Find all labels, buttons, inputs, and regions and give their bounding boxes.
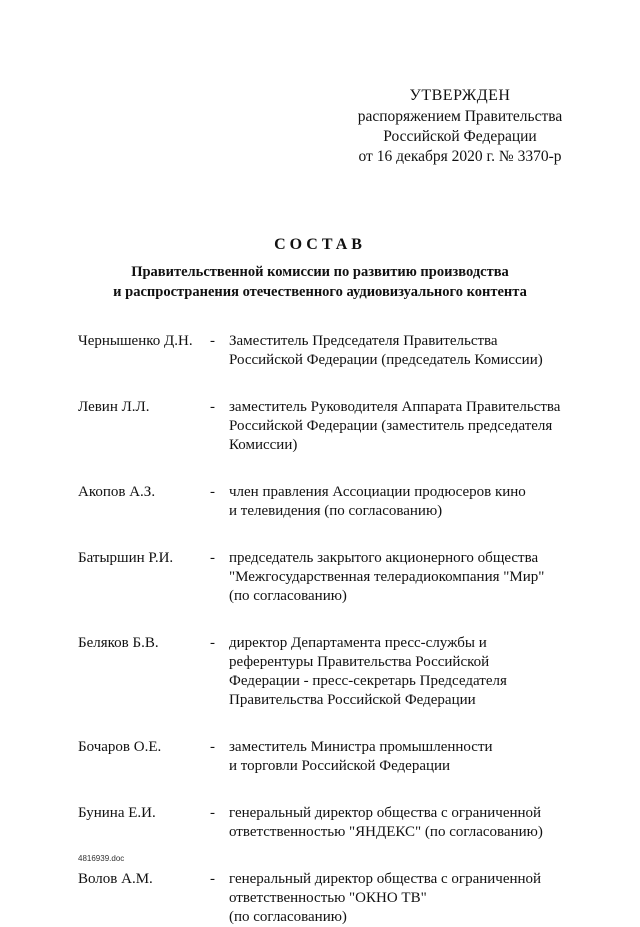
- member-position-line: член правления Ассоциации продюсеров кино: [229, 484, 526, 500]
- member-position-line: Российской Федерации (председатель Комиссии): [229, 352, 543, 368]
- member-position-line: Федерации - пресс-секретарь Председателя: [229, 673, 507, 689]
- approval-heading: УТВЕРЖДЕН: [409, 87, 511, 104]
- member-position-line: и телевидения (по согласованию): [229, 503, 443, 519]
- member-position-line: ответственностью "ЯНДЕКС" (по согласованию): [229, 824, 543, 840]
- member-position-line: заместитель Министра промышленности: [229, 739, 493, 755]
- member-position-line: директор Департамента пресс-службы и: [229, 635, 487, 651]
- member-position-line: "Межгосударственная телерадиокомпания "Мир": [229, 569, 545, 585]
- approval-date: от 16 декабря 2020 г. № 3370-р: [358, 148, 562, 165]
- member-position-line: генеральный директор общества с ограниченной: [229, 871, 542, 887]
- member-position: [229, 549, 578, 606]
- member-position-line: (по согласованию): [229, 588, 347, 604]
- member-position-line: Российской Федерации (заместитель председателя: [229, 418, 553, 434]
- member-name: Левин Л.Л.: [78, 399, 150, 415]
- member-row: [78, 398, 578, 455]
- member-name: Беляков Б.В.: [78, 635, 159, 651]
- member-position: [229, 870, 578, 927]
- member-row: [78, 804, 578, 842]
- member-name: Батыршин Р.И.: [78, 550, 174, 566]
- subtitle-line: Правительственной комиссии по развитию производства: [131, 264, 509, 280]
- member-dash: -: [210, 333, 215, 349]
- member-dash: -: [210, 399, 215, 415]
- member-position: [229, 634, 578, 710]
- member-position-line: председатель закрытого акционерного общества: [229, 550, 539, 566]
- member-list: [78, 332, 578, 927]
- member-name: Бочаров О.Е.: [78, 739, 162, 755]
- member-position-line: (по согласованию): [229, 909, 347, 925]
- member-position-line: генеральный директор общества с ограниченной: [229, 805, 542, 821]
- member-row: [78, 332, 578, 370]
- member-dash: -: [210, 739, 215, 755]
- member-position-line: Заместитель Председателя Правительства: [229, 333, 498, 349]
- approval-line: распоряжением Правительства: [357, 108, 563, 125]
- member-row: [78, 549, 578, 606]
- member-name: Бунина Е.И.: [78, 805, 156, 821]
- member-name: Волов А.М.: [78, 871, 153, 887]
- member-position: [229, 332, 578, 370]
- member-position-line: Правительства Российской Федерации: [229, 692, 476, 708]
- member-position: [229, 483, 578, 521]
- member-dash: -: [210, 635, 215, 651]
- member-dash: -: [210, 550, 215, 566]
- member-dash: -: [210, 484, 215, 500]
- approval-stamp: [340, 86, 580, 167]
- member-position: [229, 738, 578, 776]
- approval-line: Российской Федерации: [383, 128, 537, 145]
- member-row: [78, 483, 578, 521]
- member-position-line: ответственностью "ОКНО ТВ": [229, 890, 427, 906]
- member-name: Акопов А.З.: [78, 484, 156, 500]
- member-position-line: и торговли Российской Федерации: [229, 758, 451, 774]
- member-position: [229, 398, 578, 455]
- member-name: Чернышенко Д.Н.: [78, 333, 193, 349]
- member-dash: -: [210, 871, 215, 887]
- member-position-line: заместитель Руководителя Аппарата Правительства: [229, 399, 561, 415]
- document-id: 4816939.doc: [78, 854, 125, 863]
- document-title: СОСТАВ: [274, 236, 366, 253]
- member-position-line: референтуры Правительства Российской: [229, 654, 490, 670]
- member-row: [78, 738, 578, 776]
- subtitle-line: и распространения отечественного аудиовизуального контента: [113, 284, 527, 300]
- document-subtitle: [60, 262, 580, 302]
- member-row: [78, 870, 578, 927]
- member-position: [229, 804, 578, 842]
- member-row: [78, 634, 578, 710]
- member-position-line: Комиссии): [229, 437, 298, 453]
- member-dash: -: [210, 805, 215, 821]
